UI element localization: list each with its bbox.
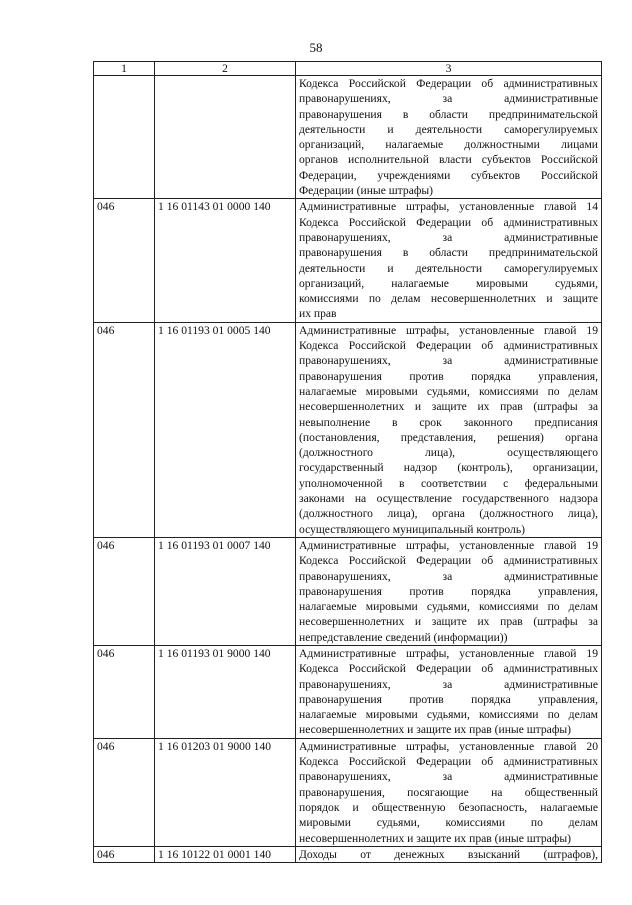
admin-code-cell: 046: [94, 738, 155, 846]
description-line: правонарушения в области предпринимательской: [299, 107, 598, 121]
description-line: Доходы от денежных взысканий (штрафов),: [299, 847, 598, 861]
description-line: Административные штрафы, установленные главой 14: [299, 200, 598, 214]
description-line: Административные штрафы, установленные главой 19: [299, 538, 598, 552]
description-line: Кодекса Российской Федерации об административных: [299, 339, 598, 353]
description-line: органов исполнительной власти субъектов Российской: [299, 153, 598, 167]
description-line: деятельности и деятельности саморегулируемых: [299, 261, 598, 275]
description-line: несовершеннолетних и защите их прав (иные штрафы): [299, 831, 571, 845]
description-line: правонарушения, посягающие на общественный: [299, 785, 598, 799]
description-line: правонарушениях, за административные: [299, 677, 598, 691]
description-line: правонарушения против порядка управления,: [299, 692, 598, 706]
description-line: налагаемые мировыми судьями, комиссиями по делам: [299, 384, 598, 398]
admin-code-cell: 046: [94, 537, 155, 645]
description-line: организаций, налагаемые мировыми судьями,: [299, 276, 598, 290]
page-number: 58: [309, 40, 323, 55]
description-line: уполномоченной в соответствии с федеральными: [299, 476, 598, 490]
description-line: порядок и общественную безопасность, налагаемые: [299, 800, 598, 814]
table-row: [94, 645, 602, 738]
description-line: правонарушениях, за административные: [299, 770, 598, 784]
description-line: мировыми судьями, комиссиями по делам: [299, 816, 598, 830]
description-line: правонарушениях, за административные: [299, 230, 598, 244]
table-header-row: [94, 62, 602, 76]
description-line: Кодекса Российской Федерации об административных: [299, 755, 598, 769]
description-line: Административные штрафы, установленные главой 19: [299, 646, 598, 660]
description-cell: [296, 537, 602, 645]
description-line: несовершеннолетних и защите их прав (штрафы за: [299, 400, 598, 414]
description-line: Кодекса Российской Федерации об административных: [299, 77, 598, 90]
description-cell: [296, 738, 602, 846]
description-line: Кодекса Российской Федерации об административных: [299, 215, 598, 229]
admin-code-cell: 046: [94, 645, 155, 738]
description-cell: [296, 199, 602, 322]
budget-code-cell: 1 16 10122 01 0001 140: [155, 846, 296, 862]
budget-codes-table: [93, 61, 602, 863]
description-line: правонарушениях, за административные: [299, 354, 598, 368]
description-line: правонарушениях, за административные: [299, 569, 598, 583]
description-line: невыполнение в срок законного предписания: [299, 415, 598, 429]
description-line: (постановления, представления, решения) органа: [299, 430, 598, 444]
description-cell: [296, 645, 602, 738]
description-line: Административные штрафы, установленные главой 19: [299, 323, 598, 337]
budget-code-cell: 1 16 01203 01 9000 140: [155, 738, 296, 846]
budget-code-cell: 1 16 01193 01 9000 140: [155, 645, 296, 738]
description-line: осуществляющего муниципальный контроль): [299, 522, 525, 536]
budget-code-cell: 1 16 01193 01 0007 140: [155, 537, 296, 645]
description-line: Административные штрафы, установленные главой 20: [299, 739, 598, 753]
column-header: 2: [155, 62, 296, 76]
description-line: их прав: [299, 307, 337, 321]
table-row: [94, 537, 602, 645]
description-line: правонарушениях, за административные: [299, 92, 598, 106]
table-body: [94, 76, 602, 863]
table-row: [94, 322, 602, 537]
table-row: [94, 738, 602, 846]
description-line: организаций, налагаемые должностными лицами: [299, 138, 598, 152]
table-row: [94, 846, 602, 862]
description-line: правонарушения в области предпринимательской: [299, 246, 598, 260]
description-line: налагаемые мировыми судьями, комиссиями по делам: [299, 600, 598, 614]
description-cell: [296, 846, 602, 862]
description-line: деятельности и деятельности саморегулируемых: [299, 122, 598, 136]
admin-code-cell: [94, 76, 155, 199]
admin-code-cell: 046: [94, 322, 155, 537]
table-row: [94, 76, 602, 199]
description-line: Кодекса Российской Федерации об административных: [299, 554, 598, 568]
description-line: налагаемые мировыми судьями, комиссиями по делам: [299, 708, 598, 722]
description-line: Кодекса Российской Федерации об административных: [299, 662, 598, 676]
column-header: 1: [94, 62, 155, 76]
description-line: (должностного лица), органа (должностного лица),: [299, 507, 598, 521]
admin-code-cell: 046: [94, 199, 155, 322]
budget-code-cell: 1 16 01143 01 0000 140: [155, 199, 296, 322]
table-row: [94, 199, 602, 322]
description-line: комиссиями по делам несовершеннолетних и защите: [299, 292, 598, 306]
description-cell: [296, 76, 602, 199]
description-cell: [296, 322, 602, 537]
description-line: несовершеннолетних и защите их прав (иные штрафы): [299, 723, 571, 737]
description-line: несовершеннолетних и защите их прав (штрафы за: [299, 615, 598, 629]
budget-code-cell: [155, 76, 296, 199]
description-line: Федерации, учреждениями субъектов Российской: [299, 168, 598, 182]
budget-code-cell: 1 16 01193 01 0005 140: [155, 322, 296, 537]
description-line: непредставление сведений (информации)): [299, 630, 508, 644]
admin-code-cell: 046: [94, 846, 155, 862]
description-line: государственный надзор (контроль), организации,: [299, 461, 598, 475]
description-line: (должностного лица), осуществляющего: [299, 446, 598, 460]
description-line: правонарушения против порядка управления,: [299, 584, 598, 598]
description-line: Федерации (иные штрафы): [299, 184, 433, 198]
description-line: правонарушения против порядка управления,: [299, 369, 598, 383]
column-header: 3: [296, 62, 602, 76]
description-line: законами на осуществление государственного надзора: [299, 492, 598, 506]
